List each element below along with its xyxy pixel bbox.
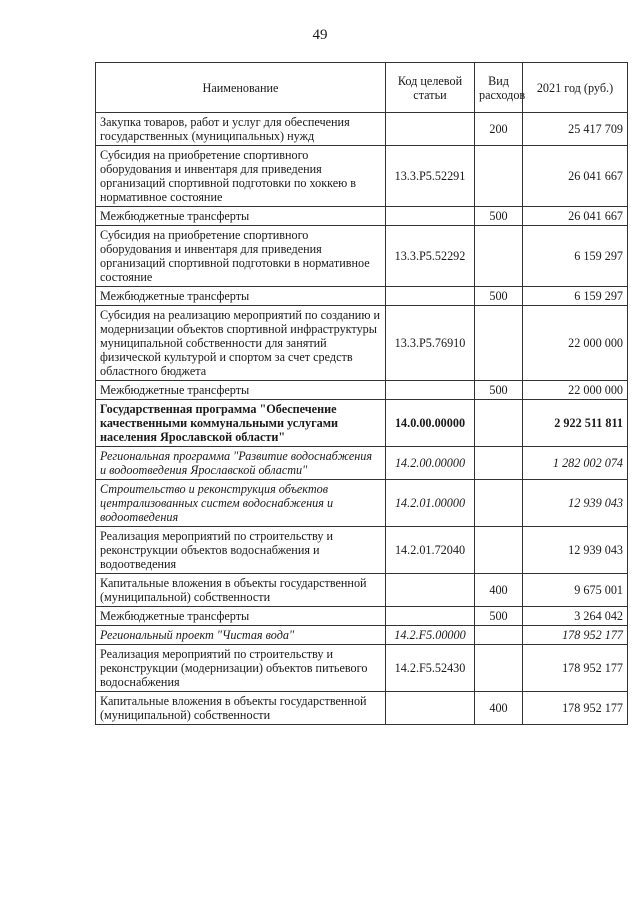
- table-header-row: [96, 63, 628, 113]
- row-code: 14.2.F5.52430: [386, 645, 475, 692]
- row-name: Субсидия на приобретение спортивного оборудования и инвентаря для приведения организаций спортивной подготовки по хоккею в нормативное состояние: [96, 146, 386, 207]
- header-amount: 2021 год (руб.): [523, 63, 628, 113]
- row-amount: 25 417 709: [523, 113, 628, 146]
- table-row: [96, 400, 628, 447]
- row-amount: 26 041 667: [523, 207, 628, 226]
- table-row: [96, 645, 628, 692]
- table-row: [96, 226, 628, 287]
- table-row: [96, 447, 628, 480]
- row-code: [386, 381, 475, 400]
- row-amount: 6 159 297: [523, 226, 628, 287]
- row-expense-type: 500: [475, 607, 523, 626]
- row-amount: 178 952 177: [523, 645, 628, 692]
- row-code: 14.0.00.00000: [386, 400, 475, 447]
- table-row: [96, 626, 628, 645]
- row-expense-type: [475, 626, 523, 645]
- row-name: Субсидия на реализацию мероприятий по созданию и модернизации объектов спортивной инфраструктуры муниципальной собственности для занятий физической культурой и спортом за счет средств областного бюджета: [96, 306, 386, 381]
- row-expense-type: 500: [475, 381, 523, 400]
- row-code: [386, 113, 475, 146]
- row-name: Межбюджетные трансферты: [96, 287, 386, 306]
- row-expense-type: 400: [475, 692, 523, 725]
- table-row: [96, 480, 628, 527]
- row-expense-type: [475, 226, 523, 287]
- table-row: [96, 146, 628, 207]
- row-name: Строительство и реконструкция объектов централизованных систем водоснабжения и водоотведения: [96, 480, 386, 527]
- table-row: [96, 527, 628, 574]
- row-name: Региональный проект "Чистая вода": [96, 626, 386, 645]
- row-name: Региональная программа "Развитие водоснабжения и водоотведения Ярославской области": [96, 447, 386, 480]
- row-name: Государственная программа "Обеспечение качественными коммунальными услугами населения Ярославской области": [96, 400, 386, 447]
- row-amount: 6 159 297: [523, 287, 628, 306]
- row-amount: 26 041 667: [523, 146, 628, 207]
- row-name: Капитальные вложения в объекты государственной (муниципальной) собственности: [96, 692, 386, 725]
- page-number: 49: [312, 27, 328, 43]
- row-name: Субсидия на приобретение спортивного оборудования и инвентаря для приведения организаций спортивной подготовки в нормативное состояние: [96, 226, 386, 287]
- row-expense-type: [475, 645, 523, 692]
- header-type: Вид расходов: [475, 63, 523, 113]
- row-name: Капитальные вложения в объекты государственной (муниципальной) собственности: [96, 574, 386, 607]
- table-row: [96, 287, 628, 306]
- row-code: [386, 607, 475, 626]
- row-amount: 3 264 042: [523, 607, 628, 626]
- row-code: 13.3.Р5.52292: [386, 226, 475, 287]
- row-code: [386, 692, 475, 725]
- row-amount: 22 000 000: [523, 381, 628, 400]
- row-amount: 2 922 511 811: [523, 400, 628, 447]
- row-expense-type: [475, 447, 523, 480]
- row-expense-type: 200: [475, 113, 523, 146]
- table-row: [96, 113, 628, 146]
- row-code: 13.3.Р5.76910: [386, 306, 475, 381]
- row-amount: 178 952 177: [523, 626, 628, 645]
- row-name: Реализация мероприятий по строительству и реконструкции объектов водоснабжения и водоотведения: [96, 527, 386, 574]
- row-name: Межбюджетные трансферты: [96, 381, 386, 400]
- row-expense-type: [475, 306, 523, 381]
- row-amount: 12 939 043: [523, 480, 628, 527]
- row-code: 14.2.00.00000: [386, 447, 475, 480]
- row-code: 14.2.01.00000: [386, 480, 475, 527]
- row-amount: 9 675 001: [523, 574, 628, 607]
- row-code: [386, 574, 475, 607]
- row-expense-type: [475, 400, 523, 447]
- header-name: Наименование: [96, 63, 386, 113]
- row-code: [386, 287, 475, 306]
- row-name: Межбюджетные трансферты: [96, 607, 386, 626]
- header-code: Код целевой статьи: [386, 63, 475, 113]
- row-name: Реализация мероприятий по строительству и реконструкции (модернизации) объектов питьевого водоснабжения: [96, 645, 386, 692]
- row-code: 14.2.01.72040: [386, 527, 475, 574]
- table-row: [96, 306, 628, 381]
- table-row: [96, 607, 628, 626]
- row-code: 14.2.F5.00000: [386, 626, 475, 645]
- row-amount: 1 282 002 074: [523, 447, 628, 480]
- row-amount: 178 952 177: [523, 692, 628, 725]
- row-code: [386, 207, 475, 226]
- table-row: [96, 574, 628, 607]
- row-expense-type: [475, 146, 523, 207]
- row-expense-type: 400: [475, 574, 523, 607]
- row-expense-type: [475, 527, 523, 574]
- table-row: [96, 207, 628, 226]
- row-code: 13.3.Р5.52291: [386, 146, 475, 207]
- row-expense-type: [475, 480, 523, 527]
- budget-table: [95, 62, 628, 725]
- row-expense-type: 500: [475, 287, 523, 306]
- row-name: Закупка товаров, работ и услуг для обеспечения государственных (муниципальных) нужд: [96, 113, 386, 146]
- table-row: [96, 381, 628, 400]
- table-row: [96, 692, 628, 725]
- row-expense-type: 500: [475, 207, 523, 226]
- row-amount: 22 000 000: [523, 306, 628, 381]
- row-amount: 12 939 043: [523, 527, 628, 574]
- row-name: Межбюджетные трансферты: [96, 207, 386, 226]
